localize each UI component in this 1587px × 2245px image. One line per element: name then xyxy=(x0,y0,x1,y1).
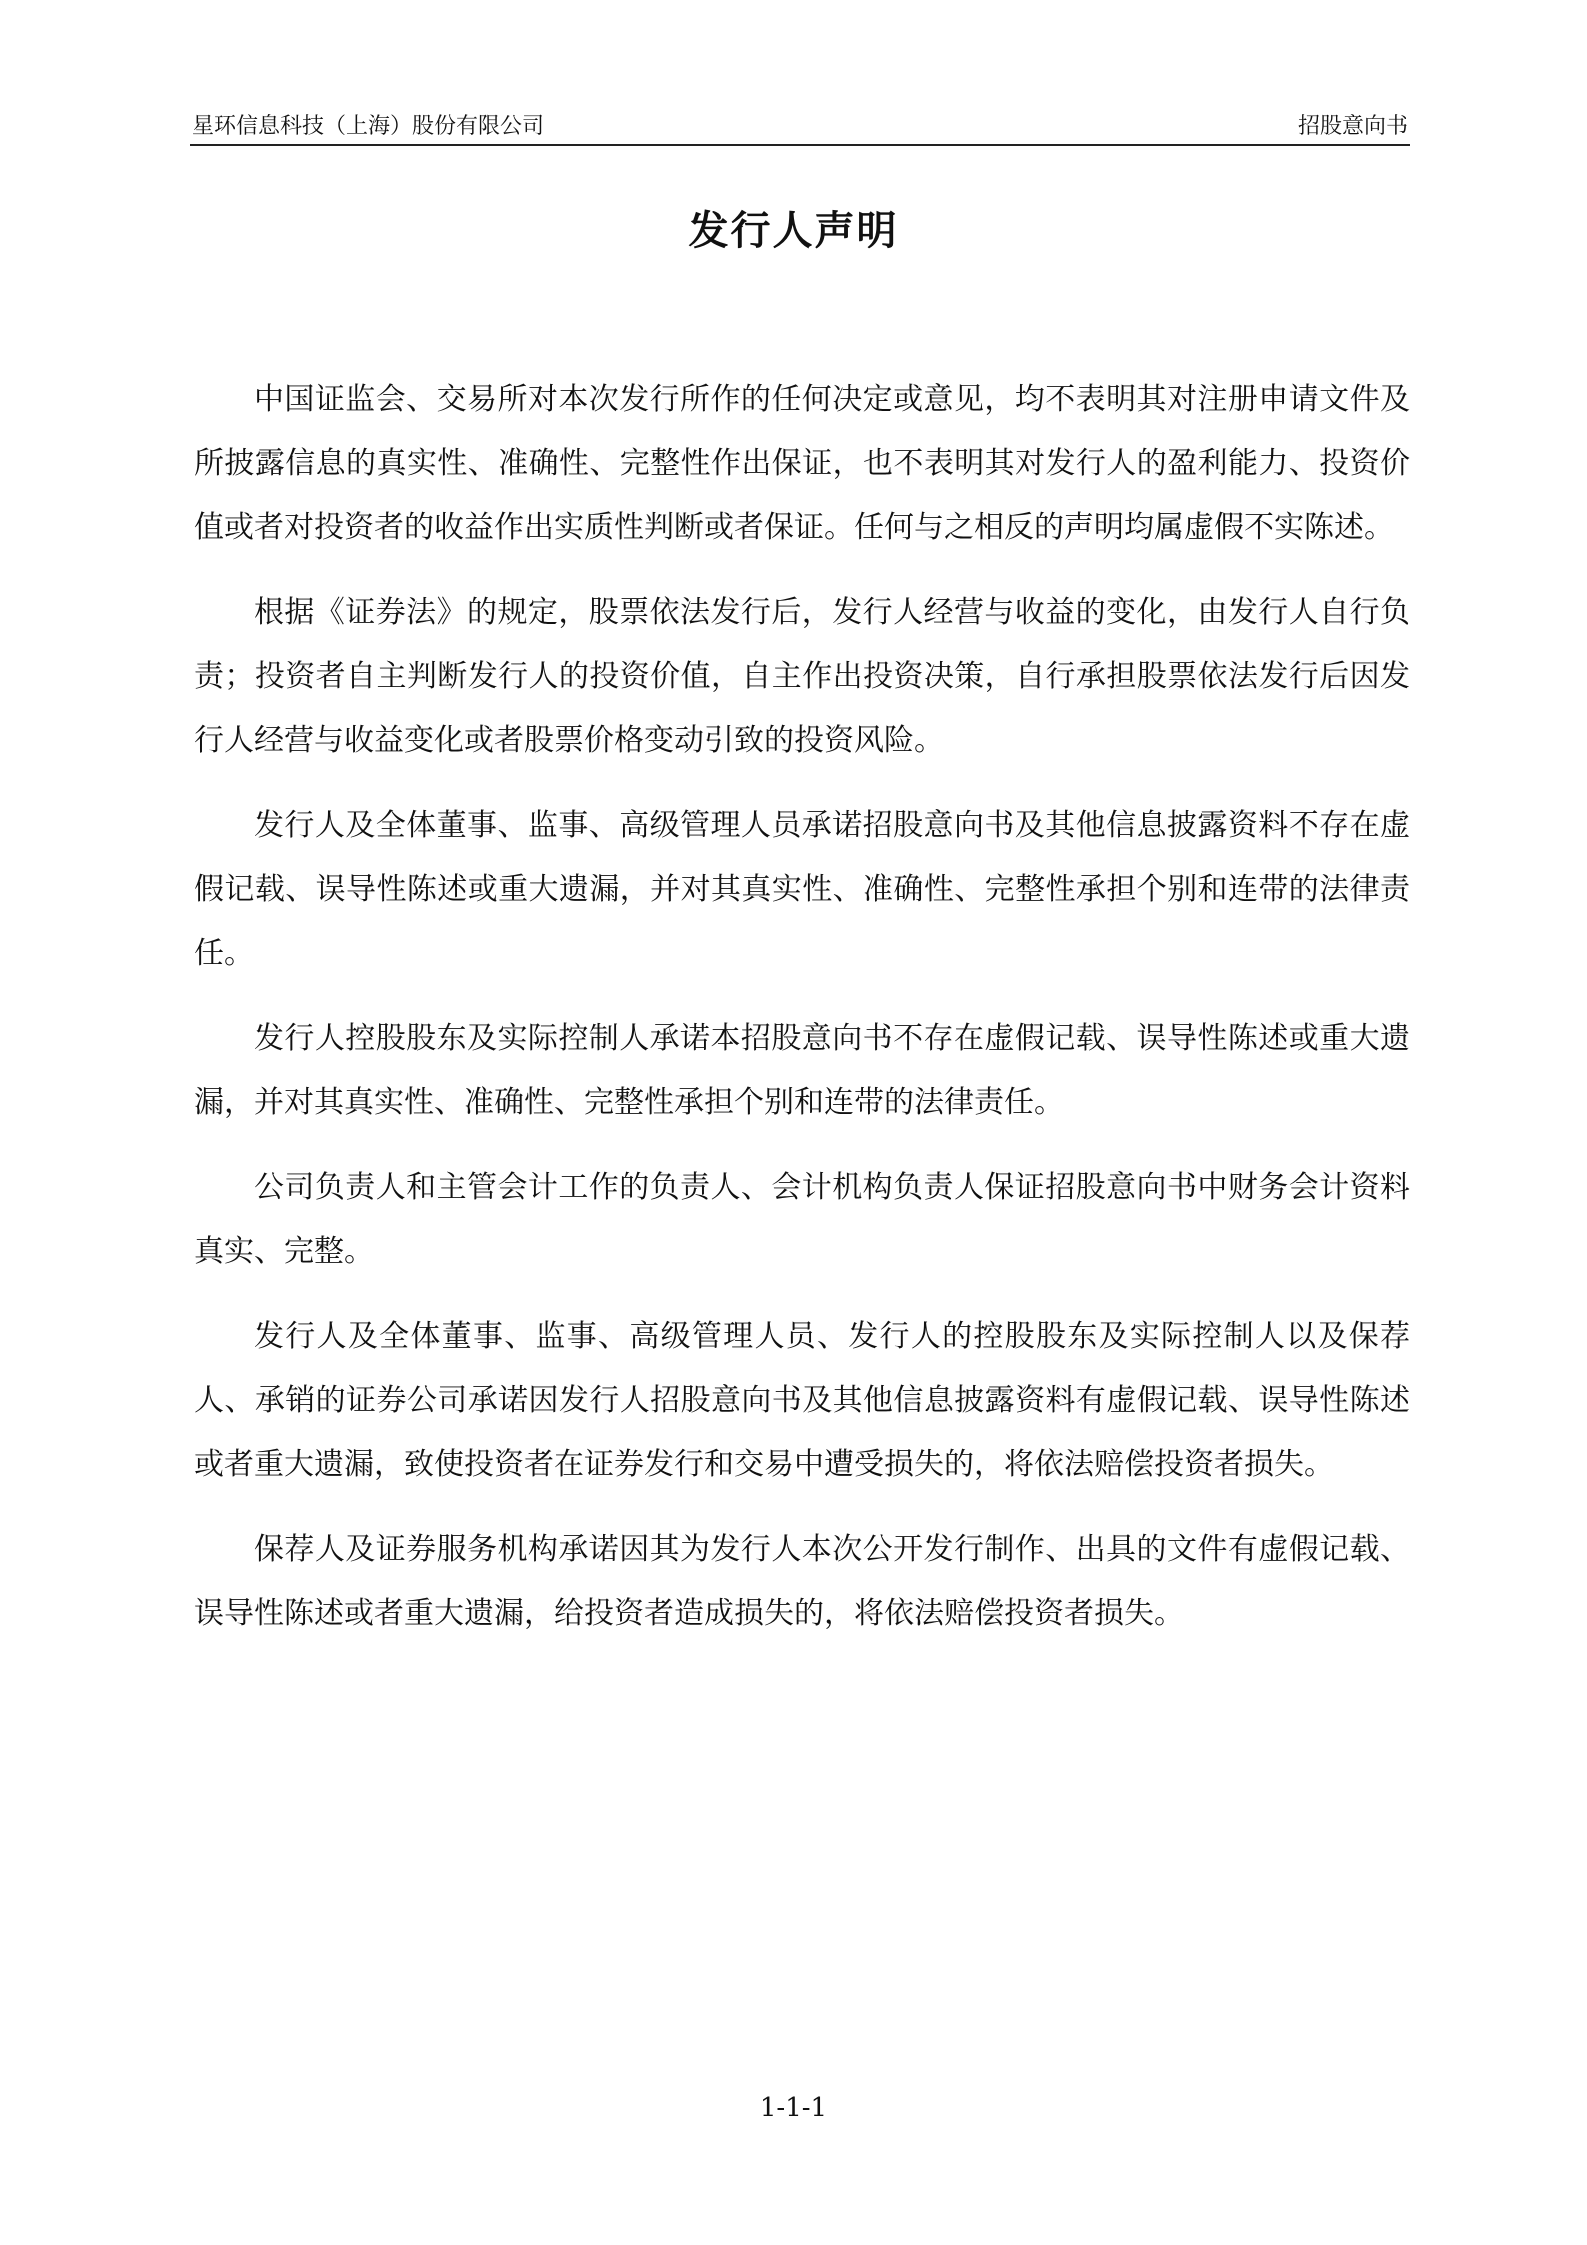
page-number: 1-1-1 xyxy=(759,2093,828,2123)
paragraph-financial-accuracy: 公司负责人和主管会计工作的负责人、会计机构负责人保证招股意向书中财务会计资料真实、完整。 xyxy=(194,1170,1410,1269)
page-title: 发行人声明 xyxy=(688,208,899,254)
paragraph-directors-commitment: 发行人及全体董事、监事、高级管理人员承诺招股意向书及其他信息披露资料不存在虚假记载、误导性陈述或重大遗漏，并对其真实性、准确性、完整性承担个别和连带的法律责任。 xyxy=(194,808,1410,971)
header-document-type: 招股意向书 xyxy=(1297,114,1408,139)
paragraph-investment-risk: 根据《证券法》的规定，股票依法发行后，发行人经营与收益的变化，由发行人自行负责；投资者自主判断发行人的投资价值，自主作出投资决策，自行承担股票依法发行后因发行人经营与收益变化或者股票价格变动引致的投资风险。 xyxy=(194,595,1410,758)
declaration-body xyxy=(194,368,1410,1667)
page-header xyxy=(190,110,1410,146)
header-company-name: 星环信息科技（上海）股份有限公司 xyxy=(192,114,545,139)
paragraph-regulator-disclaimer: 中国证监会、交易所对本次发行所作的任何决定或意见，均不表明其对注册申请文件及所披露信息的真实性、准确性、完整性作出保证，也不表明其对发行人的盈利能力、投资价值或者对投资者的收益作出实质性判断或者保证。任何与之相反的声明均属虚假不实陈述。 xyxy=(194,382,1410,545)
paragraph-controlling-shareholder-commitment: 发行人控股股东及实际控制人承诺本招股意向书不存在虚假记载、误导性陈述或重大遗漏，并对其真实性、准确性、完整性承担个别和连带的法律责任。 xyxy=(194,1021,1410,1120)
paragraph-sponsor-commitment: 保荐人及证券服务机构承诺因其为发行人本次公开发行制作、出具的文件有虚假记载、误导性陈述或者重大遗漏，给投资者造成损失的，将依法赔偿投资者损失。 xyxy=(194,1532,1410,1631)
paragraph-compensation-commitment: 发行人及全体董事、监事、高级管理人员、发行人的控股股东及实际控制人以及保荐人、承销的证券公司承诺因发行人招股意向书及其他信息披露资料有虚假记载、误导性陈述或者重大遗漏，致使投资者在证券发行和交易中遭受损失的，将依法赔偿投资者损失。 xyxy=(194,1319,1410,1482)
